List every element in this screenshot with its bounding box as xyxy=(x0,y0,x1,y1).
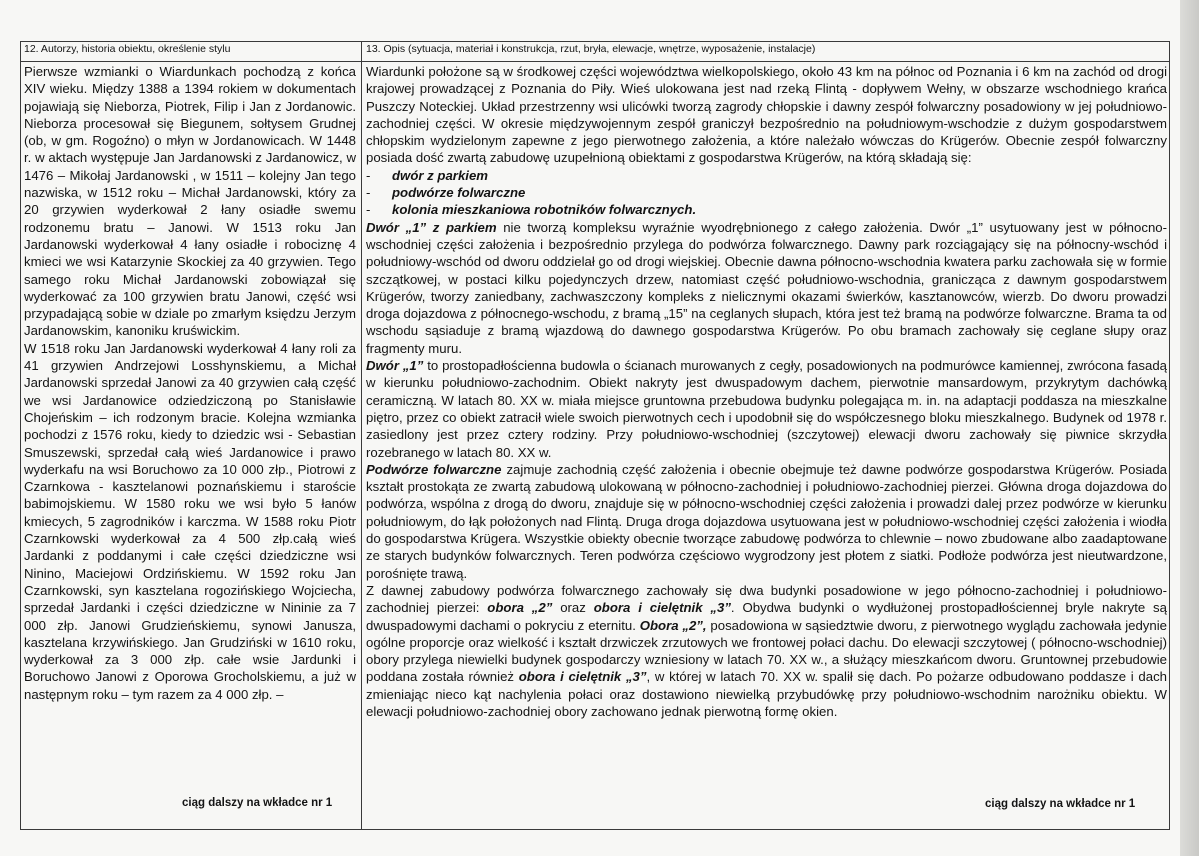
podworze-text: zajmuje zachodnią część założenia i obecnie obejmuje też dawne podwórze gospodarstwa Krügerów. Posiada kształt prostokąta ze zwartą zabudową ulokowaną w północno-zachodniej i południowo-zachodniej pierzei. Główna droga dojazdowa do podwórza, wspólna z drogą do dworu, znajduje się w północno-wschodniej części założenia i prowadzi dalej przez podwórze w kierunku południowym, do łąk położonych nad Flintą. Druga droga dojazdowa usytuowana jest w południowo-wschodniej części założenia i wiodła do gospodarstwa Krügera. Wszystkie obiekty obecnie tworzące zabudowę podwórza to chlewnie – nowo zbudowane albo zaadaptowane ze starych budynków folwarcznych. Teren podwórza częściowo wygrodzony jest płotem z siatki. Podłoże podwórza jest nieutwardzone, porośnięte trawą. xyxy=(366,461,1167,581)
zabudowa-paragraph xyxy=(366,582,1167,720)
dwor-lead: Dwór „1” xyxy=(366,358,424,374)
bullet-dash: - xyxy=(366,185,371,201)
zabudowa-text-c: . Obydwa budynki o wydłużonej prostopadłościennej bryle nakryte są dwuspadowymi dachami o pokryciu z eternitu. xyxy=(366,600,1167,633)
zabudowa-text-a: Z dawnej zabudowy podwórza folwarcznego zachowały się dwa budynki posadowione w jego północno-zachodniej i południowo-zachodniej pierzei: xyxy=(366,582,1167,616)
zabudowa-text-b: oraz xyxy=(552,600,594,616)
bullet-dash: - xyxy=(366,167,371,183)
obora-3-term: obora i cielętnik „3” xyxy=(593,600,731,616)
bullet-text: dwór z parkiem xyxy=(392,167,489,183)
park-paragraph xyxy=(366,219,1167,357)
bullet-item xyxy=(366,201,1167,218)
section-12-header: 12. Autorzy, historia obiektu, określenie stylu xyxy=(24,43,231,55)
park-text: nie tworzą kompleksu wyraźnie wyodrębnionego z całego założenia. Dwór „1” usytuowany jest w północno-wschodniej części założenia i bezpośrednio przylega do podwórza folwarcznego. Dawny park rozciągający się na północny-wschód i południowy-wschód od dworu oddzielał go od drogi wiejskiej. Obecnie dawna północno-wschodnia kwatera parku zachowała się w formie szczątkowej, w postaci kilku pojedynczych drzew, natomiast część południowo-wschodnia, graniczącа z dawnym gospodarstwem Krügerów, tworzy zaniedbany, zachwaszczony kompleks z nielicznymi okazami świerków, kasztanowców, wierzb. Do dworu prowadzi droga dojazdowa z północnego-wschodu, z bramą „15” na ceglanych słupach, która jest też bramą na podwórze folwarczne. Brama ta od wschodu sąsiaduje z bramą wjazdową do dawnego gospodarstwa Krügerów. Po obu bramach zachowały się ceglane słupy oraz fragmenty muru. xyxy=(366,219,1168,356)
zabudowa-text-e: , w której w latach 70. XX w. spalił się dach. Po pożarze odbudowano poddasze i dach zmieniając nieco kąt nachylenia połaci oraz dostawiono niewielką przybudówkę przy południowo-wschodnim narożniku obiektu. W elewacji południowo-zachodniej obory zachowano jednak pierwotną formę okien. xyxy=(366,669,1168,719)
dwor-text: to prostopadłościenna budowla o ścianach murowanych z cegły, posadowionych na podmurówce kamiennej, zwrócona fasadą w kierunku południowo-zachodnim. Obiekt nakryty jest dwuspadowym dachem, pierwotnie mansardowym, przykrytym dachówką ceramiczną. W latach 80. XX w. miała miejsce gruntowna przebudowa budynku polegająca m. in. na adaptacji poddasza na mieszkalne piętro, przez co obiekt zatracił wiele swoich pierwotnych cech i upodobnił się do współczesnego bloku mieszkalnego. Budynek od 1978 r. zasiedlony jest przez cztery rodziny. Przy południowo-wschodniej (szczytowej) elewacji dworu zachowały się piwnice skrzydła rozebranego w latach 80. XX w. xyxy=(366,358,1167,460)
podworze-paragraph xyxy=(366,461,1167,582)
obora-2-lead: Obora „2”, xyxy=(639,617,707,633)
history-paragraph-2: W 1518 roku Jan Jardanowski wyderkował 4 łany roli za 41 grzywien Andrzejowi Losshynskiemu, a Michał Jardanowski sprzedał Janowi za 40 grzywien całą część we wsi Jardanowice odziedziczoną po Stanisławie Chojeńskim – ich rodzonym bracie. Kolejna wzmianka pochodzi z 1576 roku, kiedy to dziedzic wsi - Sebastian Smuszewski, sprzedał całą wieś Jardanowice i prawo wyderkafu na wsi Boruchowo za 10 000 złp., Piotrowi z Czarnkowa - kasztelanowi poznańskiemu i staroście babimojskiemu. W 1580 roku we wsi było 5 łanów kmiecych, 5 zagrodników i karczma. W 1588 roku Piotr Czarnkowski wyderkował za 4 500 złp.całą wieś Jardanki z poddanymi i całe części dziedziczne wsi Ninino, Maciejowi Ordzińskiemu. W 1592 roku Jan Czarnkowski, syn kasztelana rogozińskiego Wojciecha, sprzedał Jardanki i części dziedziczne w Nininie za 7 000 złp. Janowi Grudzieńskiemu, synowi Janusza, kasztelana krzywińskiego. Jan Grudziński w 1610 roku, wyderkował za 3 000 złp. całe wsie Jardunki i Boruchowo Janowi z Oporowa Grocholskiemu, a już w następnym roku – tym razem za 4 000 złp. – xyxy=(24,340,356,702)
podworze-lead: Podwórze folwarczne xyxy=(366,461,502,477)
zabudowa-text-d: posadowiona w sąsiedztwie dworu, z pierwotnego wyglądu zachowała jedynie ogólne proporcje oraz wielkość i kształt drzwiczek zrzutowych we frontowej połaci dachu. Do elewacji szczytowej ( północno-wschodniej) obory przylega niewielki budynek gospodarczy wzniesiony w latach 70. XX w., a służący mieszkańcom dworu. Gruntownej przebudowie poddana została również xyxy=(366,617,1167,685)
bullet-text: kolonia mieszkaniowa robotników folwarcznych. xyxy=(392,202,697,218)
obora-2-term: obora „2” xyxy=(487,600,553,616)
dwor-paragraph xyxy=(366,357,1167,461)
obora-3-term-2: obora i cielętnik „3” xyxy=(518,669,647,685)
column-divider xyxy=(361,41,362,830)
bullet-item xyxy=(366,184,1167,201)
bullet-dash: - xyxy=(366,202,371,218)
section-13-header: 13. Opis (sytuacja, materiał i konstrukcja, rzut, bryła, elewacje, wnętrze, wyposażenie, instalacje) xyxy=(366,43,816,55)
continued-note-right: ciąg dalszy na wkładce nr 1 xyxy=(985,798,1136,810)
park-lead: Dwór „1” z parkiem xyxy=(366,219,497,235)
intro-paragraph: Wiardunki położone są w środkowej części województwa wielkopolskiego, około 43 km na północ od Poznania i 6 km na zachód od drogi krajowej prowadzącej z Poznania do Piły. Wieś ulokowana jest nad rzeką Flintą - dopływem Wełny, w obszarze wschodniego krańca Puszczy Noteckiej. Układ przestrzenny wsi ulicówki tworzą zagrody chłopskie i dawny zespół folwarczny posadowiony w jej południowo-zachodniej części. W okresie międzywojennym zespół graniczył bezpośrednio na południowym-wschodzie z dużym gospodarstwem chłopskim wydzielonym zapewne z jego pierwotnego założenia, a które należało wówczas do Krügerów. Obecnie zespół folwarczny posiada dość zwartą zabudowę uzupełnioną obiektami z gospodarstwa Krügerów, na którą składają się: xyxy=(366,64,1167,166)
description-column xyxy=(366,63,1167,720)
header-rule xyxy=(20,61,1170,62)
bullet-item xyxy=(366,167,1167,184)
bullet-text: podwórze folwarczne xyxy=(392,185,526,201)
history-column xyxy=(24,63,356,703)
history-paragraph-1: Pierwsze wzmianki o Wiardunkach pochodzą z końca XIV wieku. Między 1388 a 1394 rokiem w dokumentach pojawiają się Nieborza, Piotrek, Filip i Jan z Jordanowic. Nieborza procesował się Biegunem, sołtysem Grudnej (ob, w gm. Rogoźno) o młyn w Jordanowicach. W 1448 r. w aktach występuje Jan Jardanowski z Jardanowicz, w 1476 – Mikołaj Jardanowski , w 1511 – kolejny Jan tego nazwiska, w 1512 roku – Michał Jardanowski, który za 20 grzywien wyderkował 2 łany osiadłe swemu rodzonemu bratu – Janowi. W 1513 roku Jan Jardanowski wyderkował 4 łany osiadłe i robociznę 4 kmieci we wsi Katarzynie Skockiej za 40 grzywien. Tego samego roku Michał Jardanowski zobowiązał się wyderkować za 100 grzywien bratu Janowi, część wsi przypadającą sobie w dziale po zmarłym księdzu Jerzym Jardanowskim, kanoniku kruświckim. xyxy=(24,64,356,339)
scan-edge xyxy=(1180,0,1199,856)
continued-note-left: ciąg dalszy na wkładce nr 1 xyxy=(182,797,333,809)
